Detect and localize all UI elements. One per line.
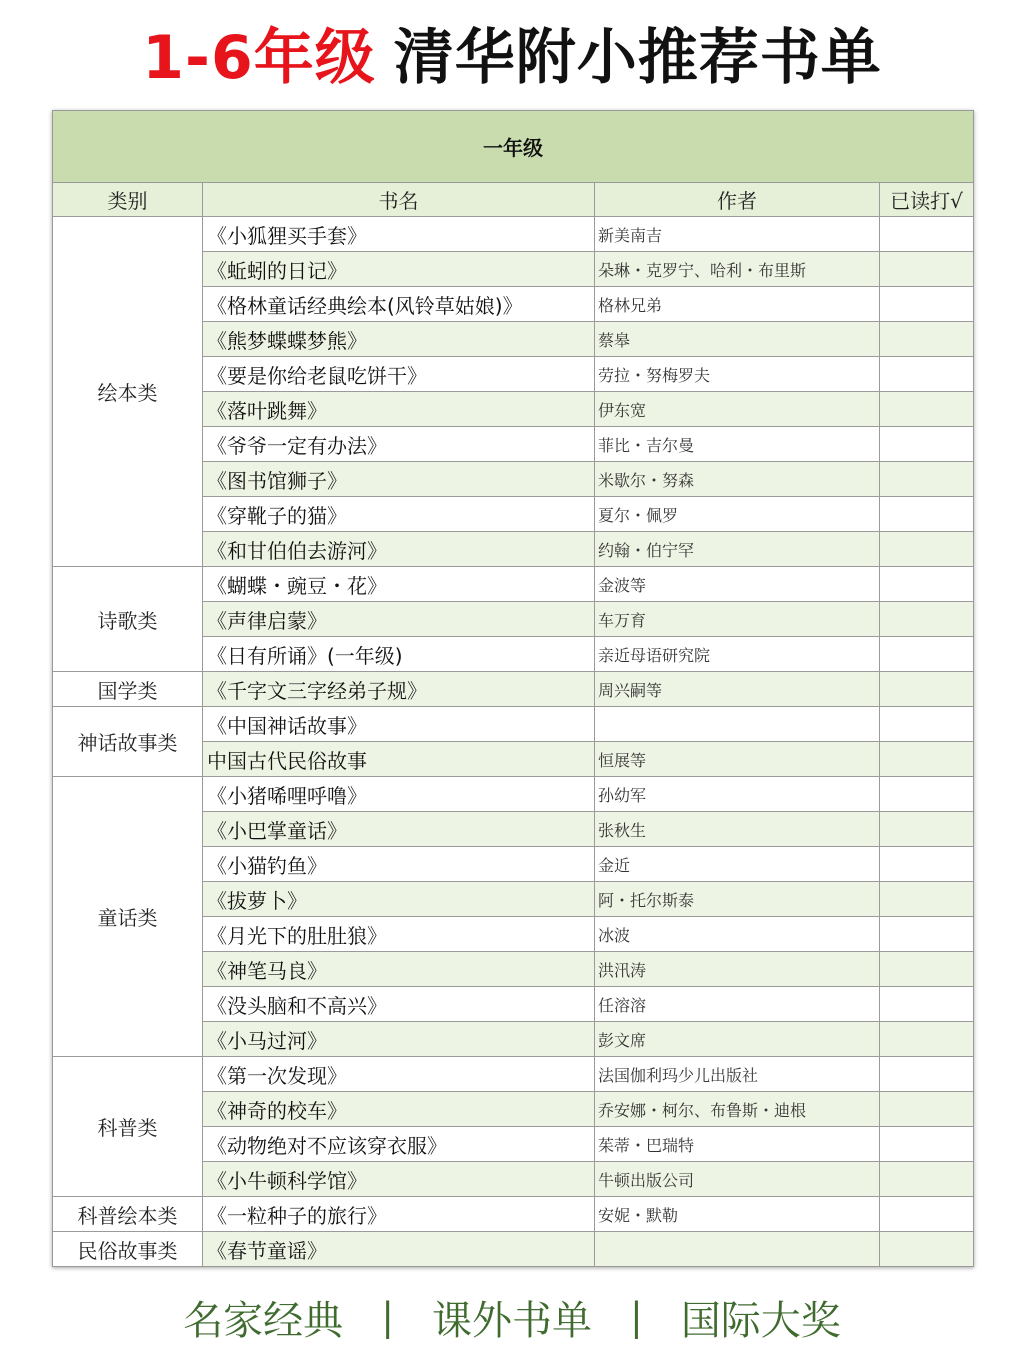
book-title-cell: 《小猪唏哩呼噜》 [203, 777, 595, 812]
book-title-cell: 《小猫钓鱼》 [203, 847, 595, 882]
author-cell: 蔡皋 [595, 322, 880, 357]
table-row [53, 1057, 974, 1092]
author-cell: 金近 [595, 847, 880, 882]
author-cell [595, 707, 880, 742]
table-row [53, 1232, 974, 1267]
column-header-book: 书名 [203, 183, 595, 217]
author-cell: 牛顿出版公司 [595, 1162, 880, 1197]
read-check-cell[interactable] [880, 672, 974, 707]
author-cell: 彭文席 [595, 1022, 880, 1057]
read-check-cell[interactable] [880, 217, 974, 252]
author-cell: 朵琳・克罗宁、哈利・布里斯 [595, 252, 880, 287]
table-row [53, 217, 974, 252]
title-grade-range: 1-6年级 [142, 23, 376, 93]
page-title [0, 18, 1024, 98]
footer-item-awards: 国际大奖 [680, 1297, 841, 1344]
read-check-cell[interactable] [880, 497, 974, 532]
read-check-cell[interactable] [880, 742, 974, 777]
book-title-cell: 《和甘伯伯去游河》 [203, 532, 595, 567]
book-title-cell: 《没头脑和不高兴》 [203, 987, 595, 1022]
author-cell: 张秋生 [595, 812, 880, 847]
column-header-category: 类别 [53, 183, 203, 217]
author-cell: 车万育 [595, 602, 880, 637]
read-check-cell[interactable] [880, 602, 974, 637]
book-title-cell: 《熊梦蝶蝶梦熊》 [203, 322, 595, 357]
category-cell: 诗歌类 [53, 567, 203, 672]
author-cell: 米歇尔・努森 [595, 462, 880, 497]
footer-separator: | [630, 1295, 643, 1339]
read-check-cell[interactable] [880, 1232, 974, 1267]
table-row [53, 567, 974, 602]
book-title-cell: 《春节童谣》 [203, 1232, 595, 1267]
book-title-cell: 《小狐狸买手套》 [203, 217, 595, 252]
author-cell [595, 1232, 880, 1267]
book-title-cell: 《蝴蝶・豌豆・花》 [203, 567, 595, 602]
author-cell: 乔安娜・柯尔、布鲁斯・迪根 [595, 1092, 880, 1127]
category-cell: 神话故事类 [53, 707, 203, 777]
table-row [53, 777, 974, 812]
read-check-cell[interactable] [880, 637, 974, 672]
book-title-cell: 《穿靴子的猫》 [203, 497, 595, 532]
book-title-cell: 《神笔马良》 [203, 952, 595, 987]
book-title-cell: 《格林童话经典绘本(风铃草姑娘)》 [203, 287, 595, 322]
book-title-cell: 《拔萝卜》 [203, 882, 595, 917]
author-cell: 伊东宽 [595, 392, 880, 427]
author-cell: 夏尔・佩罗 [595, 497, 880, 532]
author-cell: 法国伽利玛少儿出版社 [595, 1057, 880, 1092]
book-title-cell: 《第一次发现》 [203, 1057, 595, 1092]
read-check-cell[interactable] [880, 1022, 974, 1057]
author-cell: 新美南吉 [595, 217, 880, 252]
read-check-cell[interactable] [880, 252, 974, 287]
footer-item-classics: 名家经典 [183, 1297, 344, 1344]
book-title-cell: 《声律启蒙》 [203, 602, 595, 637]
book-title-cell: 中国古代民俗故事 [203, 742, 595, 777]
book-title-cell: 《爷爷一定有办法》 [203, 427, 595, 462]
title-main: 清华附小推荐书单 [393, 23, 882, 93]
author-cell: 冰波 [595, 917, 880, 952]
book-list-body [53, 217, 974, 1267]
footer-item-extracurricular: 课外书单 [432, 1297, 592, 1344]
read-check-cell[interactable] [880, 462, 974, 497]
read-check-cell[interactable] [880, 1057, 974, 1092]
read-check-cell[interactable] [880, 882, 974, 917]
footer-tagline [0, 1286, 1024, 1348]
author-cell: 格林兄弟 [595, 287, 880, 322]
table-row [53, 672, 974, 707]
read-check-cell[interactable] [880, 1127, 974, 1162]
book-title-cell: 《小巴掌童话》 [203, 812, 595, 847]
book-title-cell: 《神奇的校车》 [203, 1092, 595, 1127]
book-title-cell: 《日有所诵》(一年级) [203, 637, 595, 672]
book-title-cell: 《月光下的肚肚狼》 [203, 917, 595, 952]
column-header-author: 作者 [595, 183, 880, 217]
book-title-cell: 《千字文三字经弟子规》 [203, 672, 595, 707]
read-check-cell[interactable] [880, 707, 974, 742]
author-cell: 恒展等 [595, 742, 880, 777]
category-cell: 民俗故事类 [53, 1232, 203, 1267]
author-cell: 安妮・默勒 [595, 1197, 880, 1232]
category-cell: 国学类 [53, 672, 203, 707]
author-cell: 任溶溶 [595, 987, 880, 1022]
book-title-cell: 《蚯蚓的日记》 [203, 252, 595, 287]
read-check-cell[interactable] [880, 357, 974, 392]
author-cell: 阿・托尔斯泰 [595, 882, 880, 917]
book-title-cell: 《小马过河》 [203, 1022, 595, 1057]
author-cell: 劳拉・努梅罗夫 [595, 357, 880, 392]
read-check-cell[interactable] [880, 322, 974, 357]
read-check-cell[interactable] [880, 812, 974, 847]
grade-header: 一年级 [53, 111, 974, 183]
read-check-cell[interactable] [880, 1162, 974, 1197]
category-cell: 科普绘本类 [53, 1197, 203, 1232]
read-check-cell[interactable] [880, 567, 974, 602]
read-check-cell[interactable] [880, 777, 974, 812]
author-cell: 菲比・吉尔曼 [595, 427, 880, 462]
author-cell: 约翰・伯宁罕 [595, 532, 880, 567]
book-title-cell: 《一粒种子的旅行》 [203, 1197, 595, 1232]
book-title-cell: 《图书馆狮子》 [203, 462, 595, 497]
read-check-cell[interactable] [880, 847, 974, 882]
read-check-cell[interactable] [880, 287, 974, 322]
book-title-cell: 《中国神话故事》 [203, 707, 595, 742]
footer-separator: | [381, 1295, 394, 1339]
read-check-cell[interactable] [880, 917, 974, 952]
read-check-cell[interactable] [880, 427, 974, 462]
author-cell: 金波等 [595, 567, 880, 602]
read-check-cell[interactable] [880, 952, 974, 987]
author-cell: 孙幼军 [595, 777, 880, 812]
read-check-cell[interactable] [880, 1197, 974, 1232]
table-row [53, 707, 974, 742]
read-check-cell[interactable] [880, 987, 974, 1022]
column-header-read-check: 已读打√ [880, 183, 974, 217]
author-cell: 茱蒂・巴瑞特 [595, 1127, 880, 1162]
category-cell: 科普类 [53, 1057, 203, 1197]
author-cell: 亲近母语研究院 [595, 637, 880, 672]
book-title-cell: 《落叶跳舞》 [203, 392, 595, 427]
table-row [53, 1197, 974, 1232]
book-title-cell: 《小牛顿科学馆》 [203, 1162, 595, 1197]
category-cell: 绘本类 [53, 217, 203, 567]
author-cell: 洪汛涛 [595, 952, 880, 987]
read-check-cell[interactable] [880, 1092, 974, 1127]
book-list-table [52, 110, 974, 1267]
book-title-cell: 《动物绝对不应该穿衣服》 [203, 1127, 595, 1162]
book-title-cell: 《要是你给老鼠吃饼干》 [203, 357, 595, 392]
author-cell: 周兴嗣等 [595, 672, 880, 707]
read-check-cell[interactable] [880, 392, 974, 427]
read-check-cell[interactable] [880, 532, 974, 567]
category-cell: 童话类 [53, 777, 203, 1057]
